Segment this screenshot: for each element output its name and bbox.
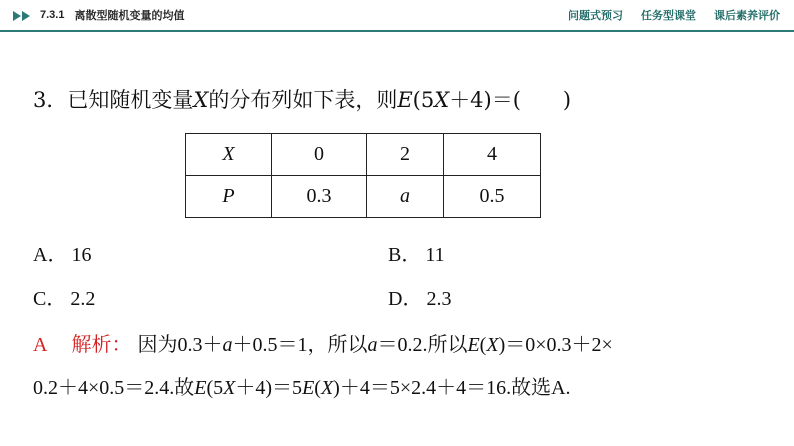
expectation-e: E xyxy=(467,334,480,356)
variable-x: X xyxy=(320,377,334,399)
table-row xyxy=(186,176,541,218)
answer-letter: A xyxy=(33,334,48,356)
variable-x: X xyxy=(486,334,499,356)
analysis-text: 因为0.3＋ xyxy=(137,334,223,356)
option-value: 11 xyxy=(425,244,445,266)
section-heading xyxy=(12,7,184,23)
option-d[interactable] xyxy=(388,286,451,312)
option-b[interactable] xyxy=(388,242,445,268)
table-cell: 2 xyxy=(367,134,444,176)
analysis-text: ＋0.5＝1，所以 xyxy=(232,334,368,356)
variable-x: X xyxy=(223,377,236,399)
tab-classroom[interactable]: 任务型课堂 xyxy=(641,9,696,22)
option-label: D． xyxy=(388,288,423,310)
table-cell: 0.3 xyxy=(272,176,367,218)
analysis-text: ＋4)＝5 xyxy=(235,377,303,399)
question-stem xyxy=(33,86,571,114)
table-cell: 0.5 xyxy=(444,176,541,218)
page-header xyxy=(0,0,794,30)
distribution-table xyxy=(185,133,541,218)
table-cell: X xyxy=(186,134,272,176)
analysis-text: ＝0.2.所以 xyxy=(377,334,468,356)
double-play-arrow-icon xyxy=(12,8,34,22)
tab-preview[interactable]: 问题式预习 xyxy=(568,9,623,22)
option-label: A． xyxy=(33,244,68,266)
analysis-text: )＝0×0.3＋2× xyxy=(498,334,613,356)
option-value: 2.2 xyxy=(70,288,96,310)
question-text-b: 的分布列如下表，则 xyxy=(208,88,398,112)
table-cell: P xyxy=(186,176,272,218)
section-number: 7.3.1 xyxy=(40,9,65,21)
option-label: B． xyxy=(388,244,422,266)
expr-open: (5 xyxy=(412,88,435,112)
analysis-line-1 xyxy=(33,330,613,359)
option-c[interactable] xyxy=(33,286,95,312)
expectation-e: E xyxy=(397,88,413,112)
analysis-text: 0.2＋4×0.5＝2.4.故 xyxy=(33,377,195,399)
analysis-text: ( xyxy=(479,334,487,356)
expectation-e: E xyxy=(194,377,207,399)
analysis-line-2 xyxy=(33,374,571,402)
option-value: 2.3 xyxy=(426,288,452,310)
table-row xyxy=(186,134,541,176)
variable-a: a xyxy=(222,334,233,356)
nav-tabs xyxy=(568,7,780,23)
question-text-a: 已知随机变量 xyxy=(67,88,194,112)
table-cell: 0 xyxy=(272,134,367,176)
tab-evaluation[interactable]: 课后素养评价 xyxy=(714,9,780,22)
variable-x: X xyxy=(193,88,209,112)
table-cell: 4 xyxy=(444,134,541,176)
question-number: 3． xyxy=(33,88,68,112)
option-a[interactable] xyxy=(33,242,91,268)
variable-a: a xyxy=(367,334,378,356)
analysis-text: (5 xyxy=(206,377,224,399)
option-value: 16 xyxy=(71,244,92,266)
expectation-e: E xyxy=(302,377,315,399)
table-cell: a xyxy=(367,176,444,218)
header-divider xyxy=(0,30,794,32)
analysis-text: )＋4＝5×2.4＋4＝16.故选A. xyxy=(333,377,571,399)
section-title: 离散型随机变量的均值 xyxy=(74,9,185,22)
analysis-text: ( xyxy=(314,377,321,399)
expr-variable-x: X xyxy=(434,88,450,112)
analysis-label: 解析： xyxy=(71,332,132,356)
expr-close: ＋4)＝( ) xyxy=(449,88,572,112)
option-label: C． xyxy=(33,288,67,310)
